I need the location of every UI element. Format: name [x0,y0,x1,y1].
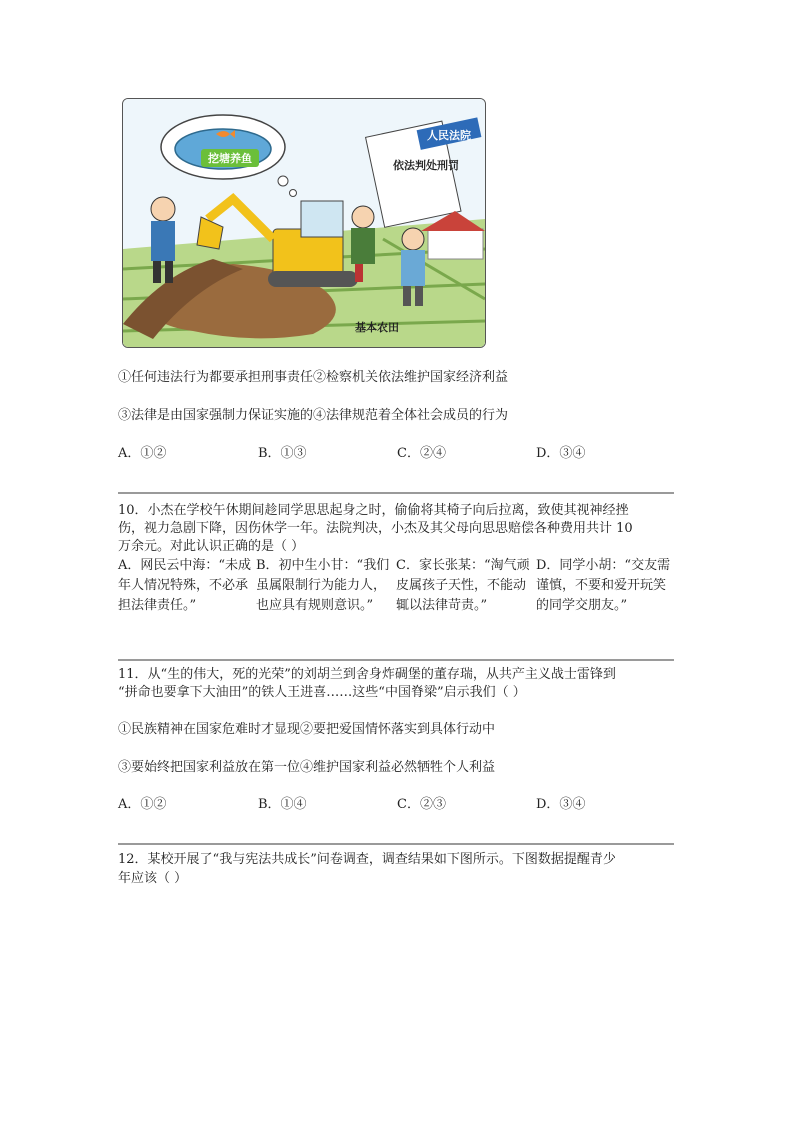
q10-option-c[interactable]: C．家长张某：“淘气顽皮属孩子天性，不能动辄以法律苛责。” [396,558,530,613]
q12-stem-line-1: 12．某校开展了“我与宪法共成长”问卷调查，调查结果如下图所示。下图数据提醒青少 [118,852,616,867]
q9-option-b[interactable]: B．①③ [258,446,307,461]
q11-option-c[interactable]: C．②③ [397,797,446,812]
q9-option-a[interactable]: A．①② [118,446,167,461]
q10-option-b[interactable]: B．初中生小甘：“我们虽属限制行为能力人，也应具有规则意识。” [256,558,390,613]
q11-statement-2: ③要始终把国家利益放在第一位④维护国家利益必然牺牲个人利益 [118,760,496,775]
q9-statement-1: ①任何违法行为都要承担刑事责任②检察机关依法维护国家经济利益 [118,370,509,385]
q10-option-a[interactable]: A．网民云中海：“未成年人情况特殊，不必承担法律责任。” [118,558,252,613]
court-label: 人民法院 [427,129,471,142]
land-label: 基本农田 [355,321,399,334]
q9-option-d[interactable]: D．③④ [536,446,586,461]
q10-stem-line-1: 10．小杰在学校午休期间趁同学思思起身之时，偷偷将其椅子向后拉离，致使其视神经挫 [118,503,629,518]
q11-option-b[interactable]: B．①④ [258,797,307,812]
q9-statement-2: ③法律是由国家强制力保证实施的④法律规范着全体社会成员的行为 [118,408,509,423]
divider [118,492,674,494]
q11-statement-1: ①民族精神在国家危难时才显现②要把爱国情怀落实到具体行动中 [118,722,496,737]
q10-option-d[interactable]: D．同学小胡：“交友需谨慎，不要和爱开玩笑的同学交朋友。” [536,558,671,613]
q10-stem-line-3: 万余元。对此认识正确的是（ ） [118,539,305,554]
divider [118,843,674,845]
q11-stem-line-2: “拼命也要拿下大油田”的铁人王进喜……这些“中国脊梁”启示我们（ ） [118,685,526,700]
q10-stem-line-2: 伤，视力急剧下降，因伤休学一年。法院判决，小杰及其父母向思思赔偿各种费用共计 10 [118,521,633,536]
q10-options [118,556,678,640]
q12-stem-line-2: 年应该（ ） [118,871,188,886]
verdict-paper-text: 依法判处刑罚 [393,159,459,172]
q9-option-c[interactable]: C．②④ [397,446,446,461]
q11-stem-line-1: 11．从“生的伟大，死的光荣”的刘胡兰到舍身炸碉堡的董存瑞，从共产主义战士雷锋到 [118,667,616,682]
divider [118,659,674,661]
bubble-label: 挖塘养鱼 [208,152,252,165]
cartoon-illustration [122,98,486,348]
q11-option-d[interactable]: D．③④ [536,797,586,812]
q11-option-a[interactable]: A．①② [118,797,167,812]
